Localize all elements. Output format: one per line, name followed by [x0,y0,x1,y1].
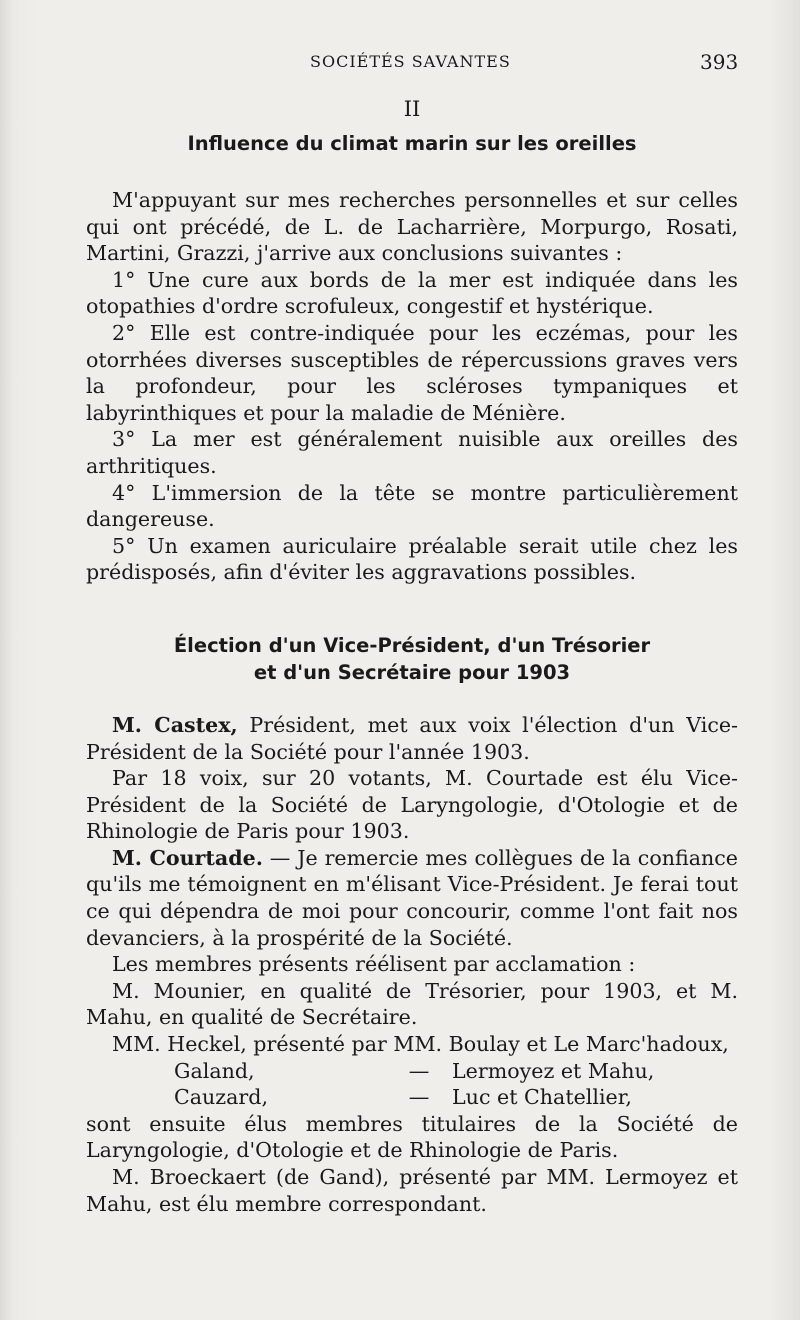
election-paragraph-1 [86,712,738,765]
election-title-line2: et d'un Secrétaire pour 1903 [253,660,571,684]
conclusion-3: 3° La mer est généralement nuisible aux oreilles des arthritiques. [86,427,738,478]
candidate-name: Galand, [174,1058,255,1083]
election-title-line1: Élection d'un Vice-Président, d'un Trésorier [173,633,651,657]
paragraph-text: — Je remercie mes collègues de la confiance qu'ils me témoignent en m'élisant Vice-Président. Je ferai tout ce qui dépendra de moi pour concourir, comme l'ont fait nos devanciers, à la prospérité de la Société. [86,845,738,950]
election-paragraph-3 [86,845,738,951]
speaker-name: M. Castex, [112,712,238,737]
page-body [86,96,738,1217]
candidate-row [86,1084,738,1111]
intro-paragraph: M'appuyant sur mes recherches personnelles et sur celles qui ont précédé, de L. de Lacharrière, Morpurgo, Rosati, Martini, Grazzi, j'arrive aux conclusions suivantes : [86,188,738,266]
conclusion-5: 5° Un examen auriculaire préalable serait utile chez les prédisposés, afin d'éviter les aggravations possibles. [86,533,738,585]
candidate-row [86,1058,738,1085]
ditto-dash: — [408,1085,430,1110]
election-paragraph-8: M. Broeckaert (de Gand), présenté par MM. Lermoyez et Mahu, est élu membre correspondant. [86,1165,738,1216]
candidate-sponsors: Lermoyez et Mahu, [452,1058,655,1083]
paragraph-text: Président, met aux voix l'élection d'un Vice-Président de la Société pour l'année 1903. [86,712,738,764]
election-paragraph-7: sont ensuite élus membres titulaires de la Société de Laryngologie, d'Otologie et de Rhinologie de Paris. [86,1111,738,1163]
conclusion-1: 1° Une cure aux bords de la mer est indiquée dans les otopathies d'ordre scrofuleux, congestif et hystérique. [86,267,738,319]
running-title: SOCIÉTÉS SAVANTES [310,52,511,71]
election-paragraph-5: M. Mounier, en qualité de Trésorier, pour 1903, et M. Mahu, en qualité de Secrétaire. [86,978,738,1030]
election-paragraph-6: MM. Heckel, présenté par MM. Boulay et Le Marc'hadoux, [112,1032,729,1057]
ditto-dash: — [408,1058,430,1083]
candidate-name: Cauzard, [174,1085,268,1110]
section-title: Influence du climat marin sur les oreilles [187,132,637,155]
page-number: 393 [700,50,739,74]
election-paragraph-4: Les membres présents réélisent par acclamation : [112,952,636,977]
running-header [0,52,800,76]
conclusion-2: 2° Elle est contre-indiquée pour les eczémas, pour les otorrhées diverses susceptibles de répercussions graves vers la profondeur, pour les scléroses tympaniques et labyrinthiques et pour la maladie de Ménière. [86,320,738,425]
candidate-sponsors: Luc et Chatellier, [452,1085,632,1110]
section-number: II [403,97,421,121]
conclusion-4: 4° L'immersion de la tête se montre particulièrement dangereuse. [86,480,738,532]
speaker-name: M. Courtade. [112,845,263,870]
election-paragraph-2: Par 18 voix, sur 20 votants, M. Courtade est élu Vice-Président de la Société de Laryngologie, d'Otologie et de Rhinologie de Paris pour 1903. [86,766,738,844]
